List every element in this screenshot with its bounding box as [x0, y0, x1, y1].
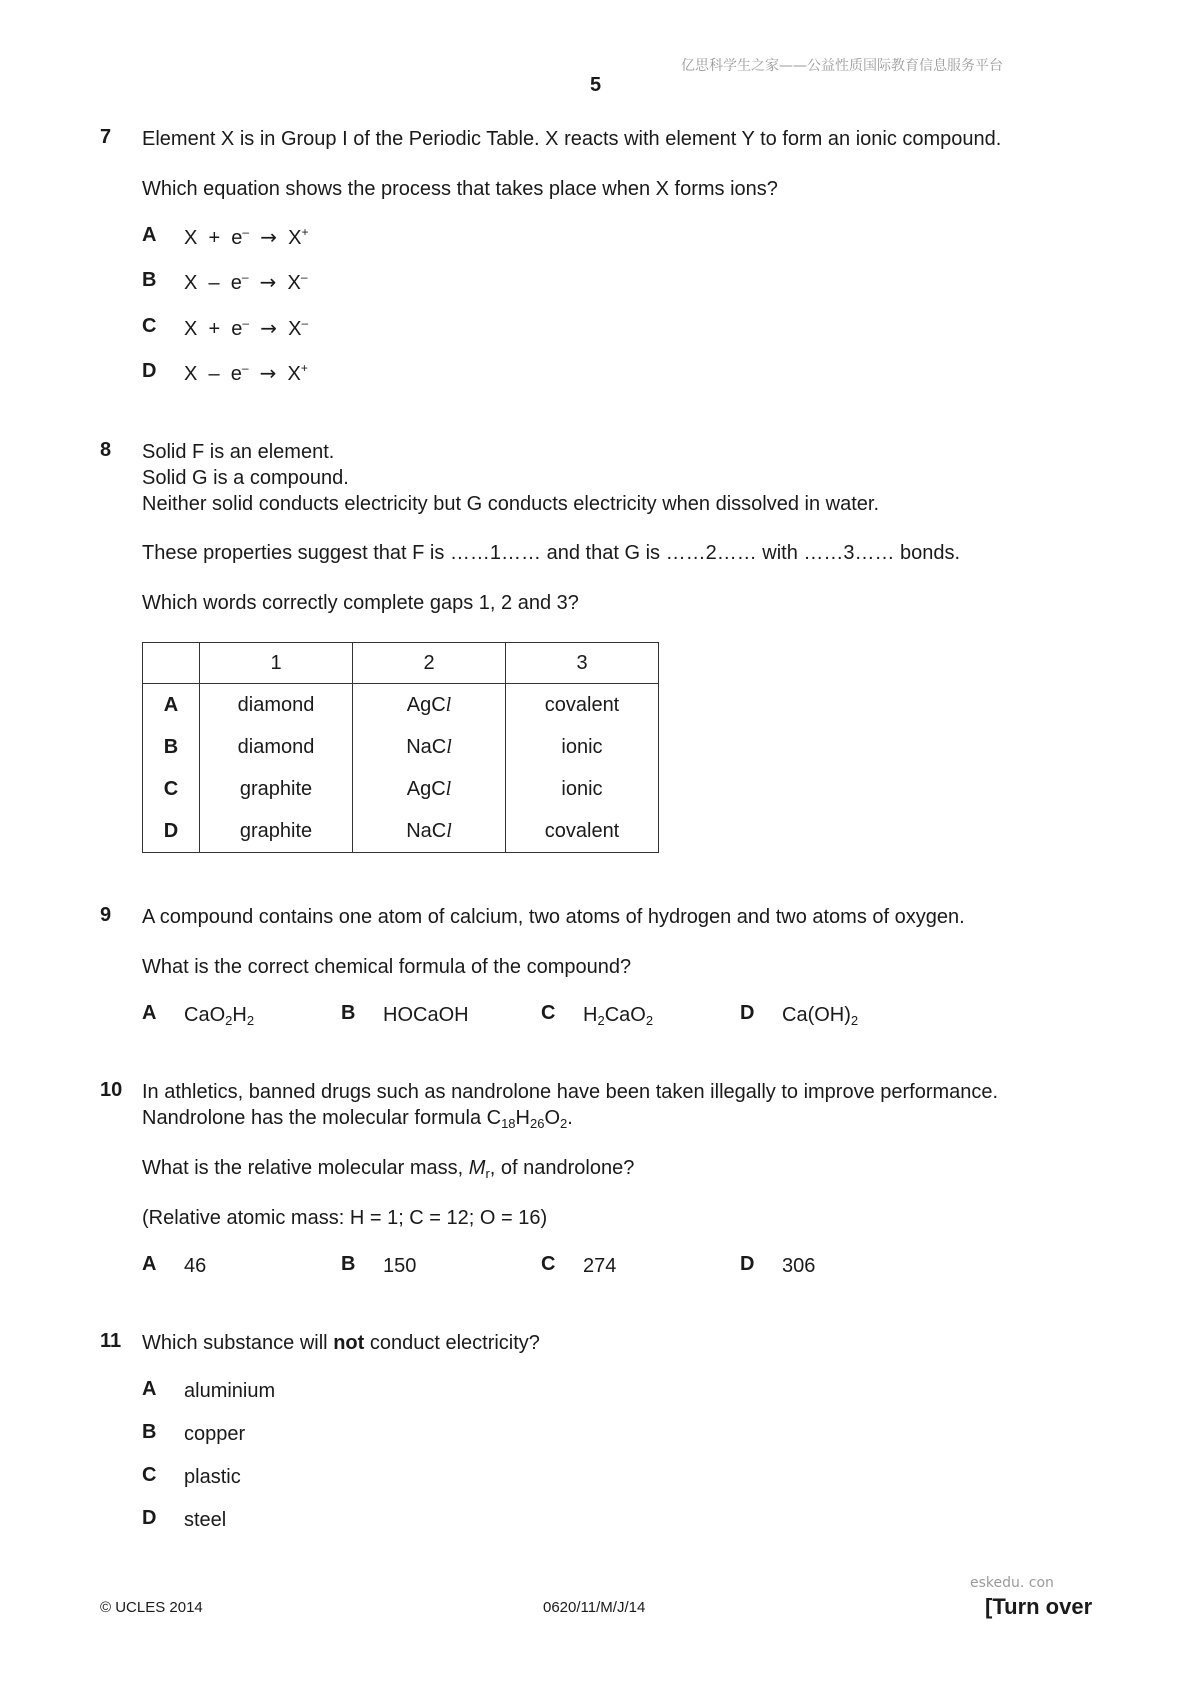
- q11-question: Which substance will not conduct electricity?: [142, 1332, 540, 1354]
- option-equation: X – e– → X–: [184, 270, 308, 294]
- q10-stem-line-2: Nandrolone has the molecular formula $C_{18}H_{26}O_2$.: [142, 1107, 573, 1131]
- q8-question: Which words correctly complete gaps 1, 2 and 3?: [142, 592, 579, 614]
- q8-answer-table: [142, 642, 659, 853]
- q10-stem-line-1: In athletics, banned drugs such as nandrolone have been taken illegally to improve performance.: [142, 1081, 999, 1103]
- option-letter: B: [142, 269, 157, 291]
- option-letter: D: [142, 360, 157, 382]
- option-letter: D: [142, 1507, 157, 1529]
- q7-stem: Element X is in Group I of the Periodic Table. X reacts with element Y to form an ionic compound.: [142, 128, 1002, 150]
- question-number-8: 8: [100, 439, 112, 461]
- option-formula: $CaO_2H_2$: [184, 1004, 255, 1028]
- option-value: 150: [383, 1255, 417, 1277]
- table-cell: NaCl: [353, 810, 506, 853]
- question-number-11: 11: [100, 1330, 122, 1352]
- table-cell: ionic: [506, 768, 659, 810]
- option-letter: C: [142, 1464, 157, 1486]
- table-cell: ionic: [506, 726, 659, 768]
- table-cell: covalent: [506, 810, 659, 853]
- table-row[interactable]: [143, 810, 659, 853]
- option-letter: D: [740, 1253, 755, 1275]
- table-cell: AgCl: [353, 768, 506, 810]
- option-letter: B: [142, 1421, 157, 1443]
- row-letter: C: [143, 768, 200, 810]
- option-letter: A: [142, 1378, 157, 1400]
- footer-copyright: © UCLES 2014: [100, 1599, 203, 1616]
- row-letter: B: [143, 726, 200, 768]
- row-letter: D: [143, 810, 200, 853]
- option-text: copper: [184, 1423, 246, 1445]
- row-letter: A: [143, 684, 200, 727]
- table-cell: graphite: [200, 810, 353, 853]
- q10-question: What is the relative molecular mass, $M_r$, of nandrolone?: [142, 1157, 635, 1181]
- q9-question: What is the correct chemical formula of the compound?: [142, 956, 632, 978]
- turn-over-label: [Turn over: [985, 1594, 1093, 1619]
- table-row[interactable]: [143, 768, 659, 810]
- option-letter: C: [541, 1253, 556, 1275]
- option-equation: X + e– → X–: [184, 316, 309, 340]
- table-header-cell: 3: [506, 643, 659, 684]
- q10-data: (Relative atomic mass: H = 1; C = 12; O = 16): [142, 1207, 548, 1229]
- option-letter: D: [740, 1002, 755, 1024]
- option-formula: HOCaOH: [383, 1004, 469, 1026]
- option-formula: $H_2CaO_2$: [583, 1004, 654, 1028]
- q8-gaps-sentence: These properties suggest that F is ……1…… and that G is ……2…… with ……3…… bonds.: [142, 542, 961, 564]
- option-equation: X – e– → X+: [184, 361, 308, 385]
- question-number-7: 7: [100, 126, 112, 148]
- option-letter: B: [341, 1253, 356, 1275]
- option-letter: C: [541, 1002, 556, 1024]
- table-header-cell: 2: [353, 643, 506, 684]
- option-text: steel: [184, 1509, 227, 1531]
- option-value: 306: [782, 1255, 816, 1277]
- table-cell: AgCl: [353, 684, 506, 727]
- option-text: plastic: [184, 1466, 241, 1488]
- table-row[interactable]: [143, 726, 659, 768]
- table-header-row: [143, 643, 659, 684]
- option-formula: $Ca(OH)_2$: [782, 1004, 859, 1028]
- table-header-cell: 1: [200, 643, 353, 684]
- table-cell: diamond: [200, 726, 353, 768]
- table-cell: graphite: [200, 768, 353, 810]
- option-text: aluminium: [184, 1380, 276, 1402]
- option-letter: A: [142, 1002, 157, 1024]
- table-row[interactable]: [143, 684, 659, 727]
- page-number: 5: [590, 74, 602, 96]
- option-letter: B: [341, 1002, 356, 1024]
- q9-stem: A compound contains one atom of calcium, two atoms of hydrogen and two atoms of oxygen.: [142, 906, 965, 928]
- table-cell: diamond: [200, 684, 353, 727]
- option-letter: C: [142, 315, 157, 337]
- table-header-cell: [143, 643, 200, 684]
- footer-paper-code: 0620/11/M/J/14: [543, 1599, 646, 1616]
- question-number-10: 10: [100, 1079, 123, 1101]
- option-equation: X + e– → X+: [184, 225, 309, 249]
- option-value: 46: [184, 1255, 207, 1277]
- question-number-9: 9: [100, 904, 112, 926]
- q8-line-3: Neither solid conducts electricity but G conducts electricity when dissolved in water.: [142, 493, 880, 515]
- q7-question: Which equation shows the process that takes place when X forms ions?: [142, 178, 778, 200]
- option-value: 274: [583, 1255, 617, 1277]
- q8-line-1: Solid F is an element.: [142, 441, 335, 463]
- footer-site-watermark: eskedu. con: [970, 1575, 1054, 1591]
- option-letter: A: [142, 1253, 157, 1275]
- table-cell: covalent: [506, 684, 659, 727]
- option-letter: A: [142, 224, 157, 246]
- table-cell: NaCl: [353, 726, 506, 768]
- watermark-text: 亿思科学生之家——公益性质国际教育信息服务平台: [681, 58, 1003, 74]
- q8-line-2: Solid G is a compound.: [142, 467, 349, 489]
